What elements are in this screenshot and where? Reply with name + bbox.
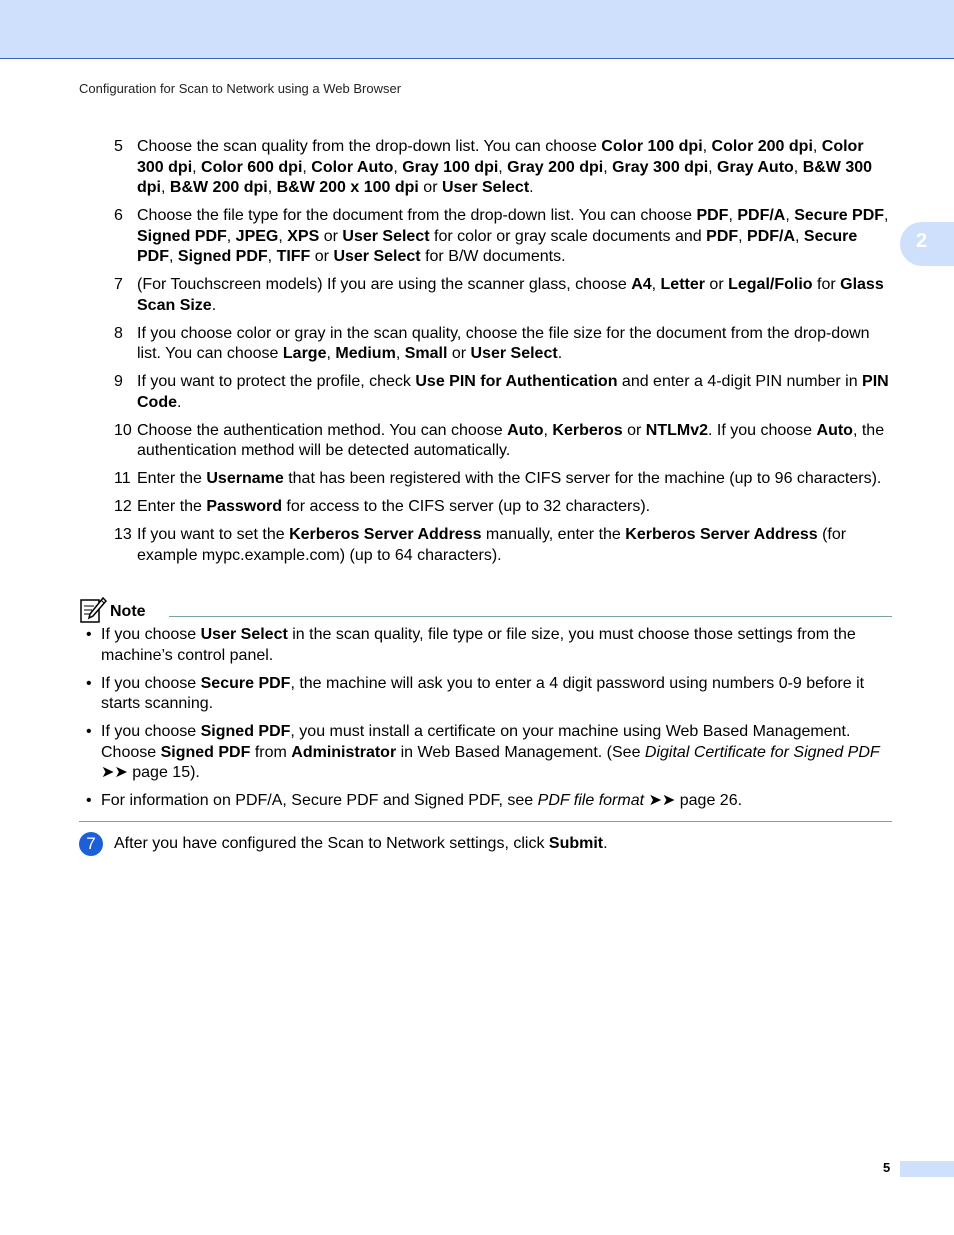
step-text (137, 324, 894, 365)
text-run: , (738, 227, 748, 245)
step-number-badge: 7 (79, 832, 103, 856)
note-text (101, 674, 892, 715)
step-item (114, 525, 894, 566)
text-run: or (447, 345, 471, 362)
bold-term: Small (404, 345, 448, 362)
text-run: Enter the (137, 498, 207, 515)
step-text (137, 497, 894, 518)
text-run: in the scan quality, file type or file size, you must choose those settings from the machine’s control panel. (101, 626, 856, 664)
step-text (137, 372, 894, 413)
text-run: or (310, 248, 334, 265)
bullet-icon: • (86, 626, 92, 643)
step-item (114, 497, 894, 518)
text-run: If you want to set the (137, 526, 290, 543)
bold-term: Signed PDF (177, 248, 268, 265)
bold-term: Kerberos Server Address (625, 526, 818, 543)
text-run: and enter a 4-digit PIN number in (617, 373, 863, 390)
bold-term: PDF/A (747, 227, 796, 245)
step-number: 10 (114, 421, 132, 439)
bold-term: Color 300 dpi (137, 138, 864, 176)
top-header-band (0, 0, 954, 59)
step-number: 5 (114, 138, 123, 155)
text-run: , (812, 138, 822, 155)
text-run: , the authentication method will be detected automatically. (137, 421, 885, 459)
bold-term: B&W 200 dpi (169, 179, 268, 196)
text-run: , (278, 227, 288, 245)
bold-term: B&W 300 dpi (137, 158, 873, 196)
bold-term: User Select (342, 227, 430, 245)
bold-term: Signed PDF (137, 227, 227, 245)
step-item (114, 372, 894, 413)
bold-term: PDF (706, 227, 739, 245)
bold-term: Gray 200 dpi (507, 158, 604, 176)
text-run: or (704, 276, 729, 293)
step-number: 8 (114, 324, 123, 342)
step-item (114, 206, 894, 268)
text-run: . (603, 835, 608, 852)
chapter-number: 2 (916, 230, 928, 252)
text-run: , the machine will ask you to enter a 4 digit password using numbers 0-9 before it starts scanning. (101, 674, 865, 712)
text-run: , (302, 158, 312, 176)
page-number: 5 (883, 1160, 891, 1175)
text-run: . (211, 296, 217, 314)
note-pencil-icon (79, 596, 107, 624)
text-run: , (702, 138, 712, 155)
step-text (137, 206, 894, 268)
step-text (137, 137, 894, 199)
text-run: , (161, 179, 170, 196)
step-item (114, 137, 894, 199)
text-run: manually, enter the (481, 526, 626, 543)
bold-term: Use PIN for Authentication (415, 373, 618, 390)
bold-term: Password (206, 498, 282, 515)
text-run: from (250, 743, 292, 761)
text-run: For information on PDF/A, Secure PDF and Signed PDF, see (101, 792, 538, 809)
text-run: for color or gray scale documents and (429, 227, 707, 245)
italic-reference: PDF file format (537, 792, 645, 809)
bold-term: Color Auto (311, 158, 394, 176)
text-run: , (498, 158, 508, 176)
bold-term: Signed PDF (160, 743, 251, 761)
bold-term: Administrator (291, 743, 397, 761)
text-run: , (543, 421, 553, 439)
text-run: If you choose (101, 723, 201, 740)
note-header (79, 596, 892, 624)
bold-term: User Select (333, 248, 421, 265)
final-step-text (114, 834, 608, 855)
bold-term: Gray 100 dpi (402, 158, 499, 176)
text-run: in Web Based Management. (See (396, 743, 645, 761)
text-run: . (529, 179, 534, 196)
bold-term: Legal/Folio (728, 276, 813, 293)
bold-term: Secure PDF (794, 207, 885, 224)
note-end-divider (79, 821, 892, 822)
text-run: . If you choose (708, 421, 817, 439)
text-run: that has been registered with the CIFS server for the machine (up to 96 characters). (283, 470, 882, 487)
steps-list (114, 137, 894, 574)
bold-term: Username (206, 470, 284, 487)
step-text (137, 525, 894, 566)
note-label: Note (110, 603, 146, 620)
bold-term: Medium (335, 345, 396, 362)
bold-term: TIFF (276, 248, 311, 265)
text-run: or (418, 179, 442, 196)
text-run: , (267, 179, 277, 196)
text-run: or (622, 421, 646, 439)
bold-term: XPS (287, 227, 320, 245)
note-bullet-item (86, 722, 892, 784)
text-run: , (326, 345, 336, 362)
bold-term: Gray 300 dpi (612, 158, 709, 176)
text-run: . (177, 393, 182, 411)
note-bullet-item (86, 674, 892, 715)
note-divider (169, 616, 892, 617)
note-bullet-item (86, 625, 892, 666)
text-run: (for example mypc.example.com) (up to 64 characters). (137, 526, 847, 564)
bold-term: Kerberos (552, 421, 623, 439)
italic-reference: Digital Certificate for Signed PDF (644, 743, 880, 761)
note-list (86, 625, 892, 819)
page-tab (900, 1161, 954, 1177)
text-run: , (651, 276, 661, 293)
bold-term: Auto (507, 421, 544, 439)
text-run: Choose the authentication method. You can choose (137, 421, 508, 439)
bold-term: PIN Code (137, 373, 889, 411)
bold-term: Secure PDF (137, 227, 858, 265)
bold-term: Kerberos Server Address (289, 526, 482, 543)
bullet-icon: • (86, 792, 92, 809)
bold-term: Large (282, 345, 327, 362)
step-text (137, 275, 894, 316)
bold-term: Auto (816, 421, 853, 439)
text-run: After you have configured the Scan to Network settings, click (114, 835, 549, 852)
bold-term: JPEG (235, 227, 279, 245)
bold-term: NTLMv2 (645, 421, 708, 439)
note-bullet-item (86, 791, 892, 812)
bold-term: B&W 200 x 100 dpi (276, 179, 419, 196)
text-run: , (393, 158, 403, 176)
bold-term: User Select (441, 179, 530, 196)
text-run: If you choose (101, 674, 201, 692)
bullet-icon: • (86, 674, 92, 692)
bold-term: A4 (631, 276, 652, 293)
step-text (137, 421, 894, 462)
text-run: , (395, 345, 405, 362)
bold-term: Submit (548, 835, 604, 852)
step-item (114, 275, 894, 316)
text-run: , (708, 158, 718, 176)
text-run: Choose the scan quality from the drop-down list. You can choose (137, 138, 602, 155)
step-number: 12 (114, 498, 132, 515)
text-run: , (785, 207, 795, 224)
bold-term: Gray Auto (717, 158, 794, 176)
text-run: , (267, 248, 277, 265)
text-run: ➤➤ page 26. (644, 792, 743, 809)
bold-term: PDF/A (737, 207, 786, 224)
bullet-icon: • (86, 723, 92, 740)
text-run: for access to the CIFS server (up to 32 characters). (281, 498, 651, 515)
step-number: 7 (114, 276, 123, 293)
text-run: for B/W documents. (420, 248, 566, 265)
text-run: , (192, 158, 202, 176)
note-text (101, 625, 892, 666)
note-text (101, 722, 892, 784)
bold-term: Signed PDF (200, 723, 291, 740)
text-run: Enter the (137, 470, 207, 487)
bold-term: User Select (200, 626, 288, 643)
step-number: 9 (114, 373, 123, 390)
text-run: for (812, 276, 841, 293)
step-item (114, 469, 894, 490)
text-run: If you choose color or gray in the scan quality, choose the file size for the document from the drop-down list. You can choose (137, 324, 870, 362)
text-run: . (557, 345, 563, 362)
bold-term: Color 600 dpi (201, 158, 303, 176)
text-run: , (884, 207, 889, 224)
text-run: , (603, 158, 613, 176)
text-run: or (319, 227, 343, 245)
text-run: If you choose (101, 626, 201, 643)
bold-term: Color 100 dpi (601, 138, 703, 155)
bold-term: Color 200 dpi (711, 138, 813, 155)
step-text (137, 469, 894, 490)
text-run: (For Touchscreen models) If you are using the scanner glass, choose (137, 276, 632, 293)
text-run: , (169, 248, 178, 265)
step-number: 11 (114, 470, 131, 487)
step-item (114, 421, 894, 462)
text-run: , (226, 227, 236, 245)
bold-term: PDF (696, 207, 729, 224)
bold-term: Glass Scan Size (137, 276, 884, 314)
step-number: 13 (114, 526, 132, 543)
text-run: , you must install a certificate on your machine using Web Based Management. Choose (101, 723, 851, 761)
running-header-title: Configuration for Scan to Network using a Web Browser (79, 81, 402, 96)
text-run: , (728, 207, 738, 224)
bold-term: User Select (470, 345, 558, 362)
text-run: , (793, 158, 803, 176)
bold-term: Secure PDF (200, 674, 291, 692)
text-run: , (795, 227, 804, 245)
note-text (101, 791, 892, 812)
text-run: Choose the file type for the document from the drop-down list. You can choose (137, 207, 697, 224)
step-number: 6 (114, 207, 123, 224)
step-item (114, 324, 894, 365)
text-run: If you want to protect the profile, check (137, 373, 416, 390)
text-run: ➤➤ page 15). (101, 764, 200, 781)
bold-term: Letter (660, 276, 705, 293)
chapter-tab (900, 222, 954, 266)
